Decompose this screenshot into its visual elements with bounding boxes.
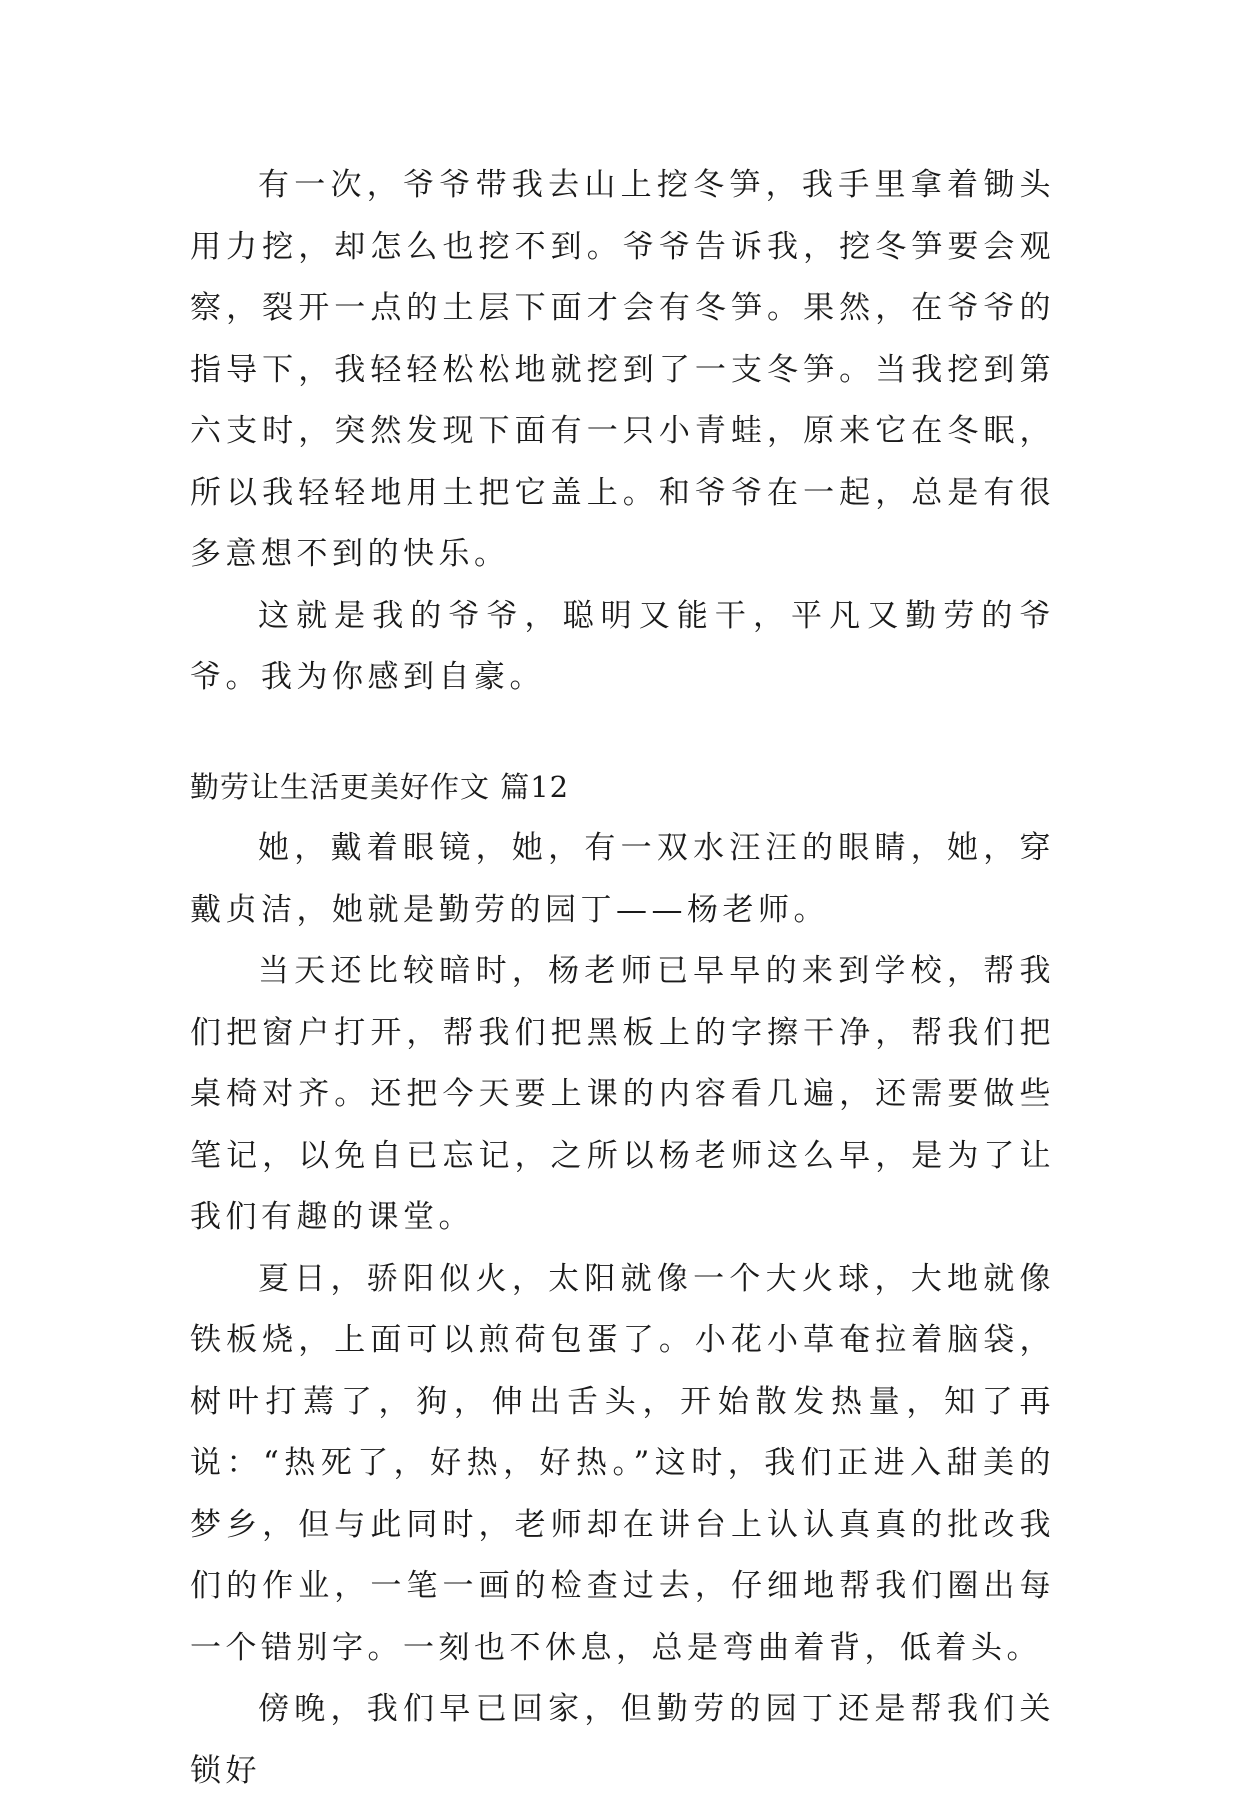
paragraph-teacher-intro: 她，戴着眼镜，她，有一双水汪汪的眼睛，她，穿戴贞洁，她就是勤劳的园丁——杨老师。 <box>190 830 1055 928</box>
paragraph-summer-noon: 夏日，骄阳似火，太阳就像一个大火球，大地就像铁板烧，上面可以煎荷包蛋了。小花小草奄拉着脑袋，树叶打蔫了，狗，伸出舌头，开始散发热量，知了再说：“热死了，好热，好热。”这时，我们正进入甜美的梦乡，但与此同时，老师却在讲台上认认真真的批改我们的作业，一笔一画的检查过去，仔细地帮我们圈出每一个错别字。一刻也不休息，总是弯曲着背，低着头。 <box>190 1260 1055 1666</box>
paragraph-teacher-morning: 当天还比较暗时，杨老师已早早的来到学校，帮我们把窗户打开，帮我们把黑板上的字擦干净，帮我们把桌椅对齐。还把今天要上课的内容看几遍，还需要做些笔记，以免自已忘记，之所以杨老师这么早，是为了让我们有趣的课堂。 <box>190 953 1055 1235</box>
essay-heading: 勤劳让生活更美好作文 篇12 <box>190 769 570 804</box>
paragraph-grandpa-conclusion: 这就是我的爷爷，聪明又能干，平凡又勤劳的爷爷。我为你感到自豪。 <box>190 597 1055 695</box>
paragraph-digging-bamboo-shoots: 有一次，爷爷带我去山上挖冬笋，我手里拿着锄头用力挖，却怎么也挖不到。爷爷告诉我，挖冬笋要会观察，裂开一点的土层下面才会有冬笋。果然，在爷爷的指导下，我轻轻松松地就挖到了一支冬笋。当我挖到第六支时，突然发现下面有一只小青蛙，原来它在冬眠，所以我轻轻地用土把它盖上。和爷爷在一起，总是有很多意想不到的快乐。 <box>190 167 1055 572</box>
document-body <box>190 155 1055 1802</box>
paragraph-evening: 傍晚，我们早已回家，但勤劳的园丁还是帮我们关锁好 <box>190 1691 1055 1789</box>
